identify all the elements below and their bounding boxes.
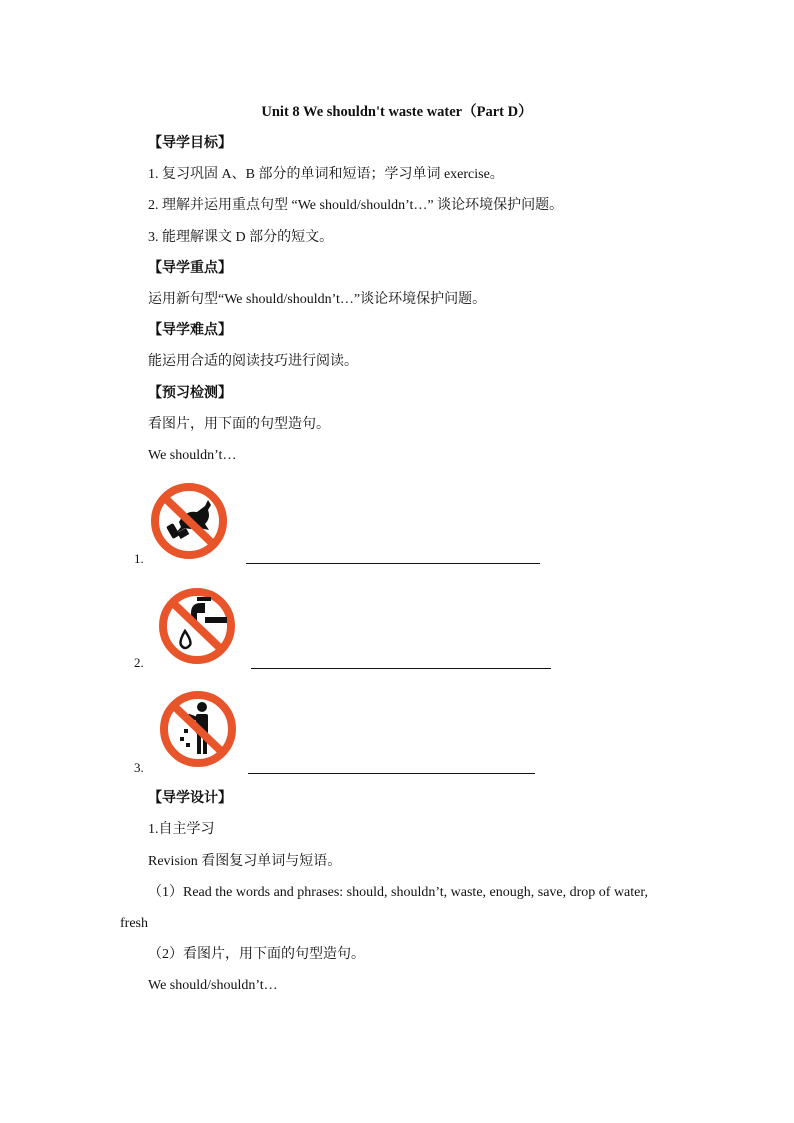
design-step-2: （2）看图片，用下面的句型造句。 xyxy=(148,947,365,962)
answer-blank-3[interactable] xyxy=(248,773,535,774)
design-step-1-line-1: （1）Read the words and phrases: should, shouldn’t, waste, enough, save, drop of water, xyxy=(148,885,648,900)
design-subheading: 1.自主学习 xyxy=(148,822,215,837)
key-points-heading: 【导学重点】 xyxy=(148,261,232,276)
goal-item-3: 3. 能理解课文 D 部分的短文。 xyxy=(148,230,334,245)
preview-instruction: 看图片，用下面的句型造句。 xyxy=(148,417,330,432)
goal-item-1: 1. 复习巩固 A、B 部分的单词和短语；学习单词 exercise。 xyxy=(148,167,504,182)
key-points-text: 运用新句型“We should/shouldn’t…”谈论环境保护问题。 xyxy=(148,292,487,307)
preview-pattern: We shouldn’t… xyxy=(148,448,237,463)
answer-blank-2[interactable] xyxy=(251,668,551,669)
design-step-1-line-2: fresh xyxy=(120,916,148,931)
answer-blank-1[interactable] xyxy=(246,563,540,564)
preview-item-3-number: 3. xyxy=(134,760,144,775)
design-pattern: We should/shouldn’t… xyxy=(148,978,278,993)
page-title: Unit 8 We shouldn't waste water（Part D） xyxy=(261,104,533,120)
no-animal-hunting-sign-icon xyxy=(145,478,233,564)
difficulties-text: 能运用合适的阅读技巧进行阅读。 xyxy=(148,354,358,369)
preview-item-2-number: 2. xyxy=(134,655,144,670)
design-revision: Revision 看图复习单词与短语。 xyxy=(148,854,342,869)
no-water-waste-sign-icon xyxy=(147,583,243,669)
goal-item-2: 2. 理解并运用重点句型 “We should/shouldn’t…” 谈论环境保护问题。 xyxy=(148,198,564,213)
difficulties-heading: 【导学难点】 xyxy=(148,323,232,338)
design-heading: 【导学设计】 xyxy=(148,791,232,806)
preview-heading: 【预习检测】 xyxy=(148,386,232,401)
preview-item-1-number: 1. xyxy=(134,551,144,566)
goals-heading: 【导学目标】 xyxy=(148,136,232,151)
no-littering-sign-icon xyxy=(148,685,248,773)
